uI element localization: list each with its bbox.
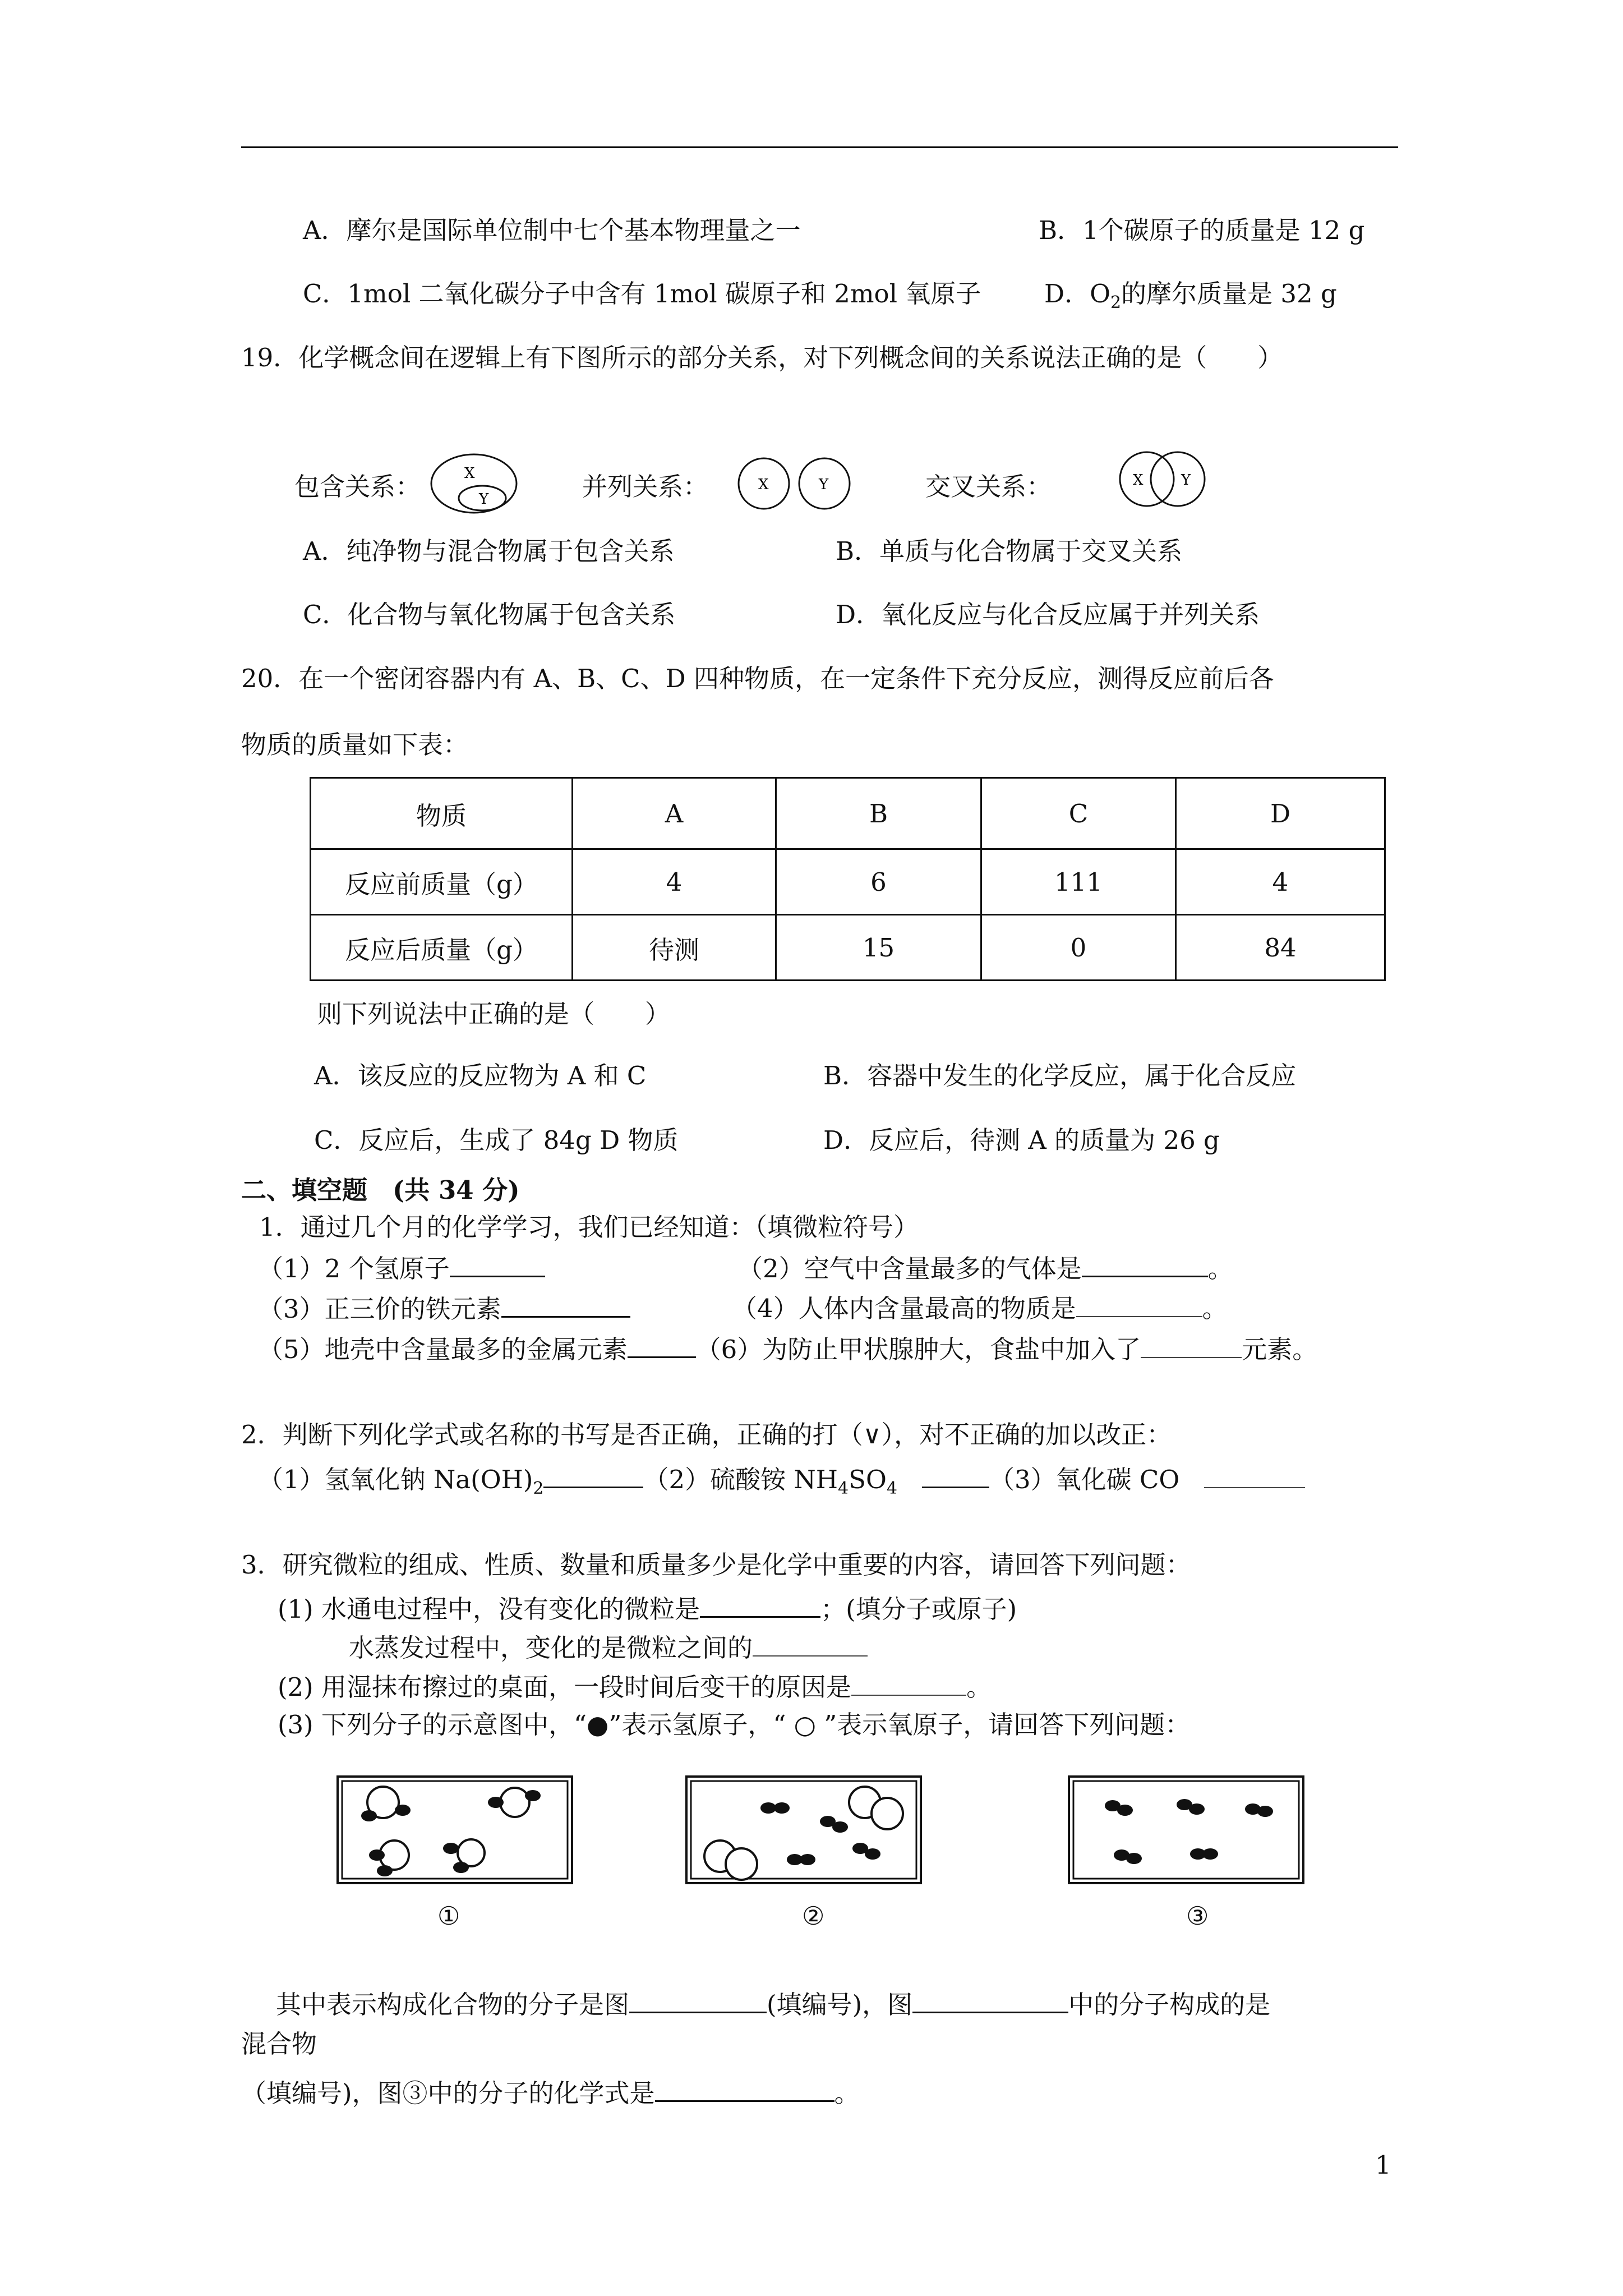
q19-option-d: D．氧化反应与化合反应属于并列关系 xyxy=(836,600,1260,629)
s2-q1-item2: （2）空气中含量最多的气体是 。 xyxy=(737,1251,1233,1285)
table-row xyxy=(311,849,1385,915)
q18-option-a: A．摩尔是国际单位制中七个基本物理量之一 xyxy=(303,215,801,245)
table-cell: 反应前质量（g） xyxy=(311,849,573,915)
table-cell: 84 xyxy=(1176,915,1385,981)
contain-relation-diagram xyxy=(426,449,527,522)
q20-option-a: A．该反应的反应物为 A 和 C xyxy=(314,1061,647,1091)
hydrogen-molecule xyxy=(852,1843,880,1860)
water-molecule xyxy=(443,1839,485,1873)
s2-q1-item1: （1）2 个氢原子 xyxy=(258,1251,545,1285)
table-cell: 6 xyxy=(776,849,981,915)
label-x: X xyxy=(758,476,769,493)
s2-q2-items: （1）氢氧化钠 $Na(OH)_2$ （2）硫酸铵 $NH_4SO_4$ （3）氧化碳 CO xyxy=(258,1462,1305,1499)
hydrogen-molecule xyxy=(1114,1849,1142,1864)
answer-blank[interactable] xyxy=(700,1591,820,1618)
q20-stem-line2: 物质的质量如下表： xyxy=(241,730,469,760)
q20-option-c: C．反应后，生成了 84g D 物质 xyxy=(314,1125,679,1155)
table-cell: 待测 xyxy=(573,915,776,981)
answer-blank[interactable] xyxy=(851,1670,966,1696)
answer-blank[interactable] xyxy=(1141,1332,1242,1358)
s2-q1-item3: （3）正三价的铁元素 xyxy=(258,1291,630,1325)
s2-q1-item4: （4）人体内含量最高的物质是 。 xyxy=(732,1291,1228,1324)
answer-blank[interactable] xyxy=(450,1251,545,1277)
circle-x xyxy=(1120,452,1174,506)
figure-label-2: ② xyxy=(802,1901,825,1931)
answer-blank[interactable] xyxy=(629,1987,767,2013)
table-header-cell: A xyxy=(573,778,776,849)
q20-option-b: B．容器中发生的化学反应，属于化合反应 xyxy=(823,1061,1297,1091)
answer-blank[interactable] xyxy=(753,1631,868,1657)
s2-q3-answer-line3: （填编号)，图③中的分子的化学式是 。 xyxy=(241,2076,860,2109)
s2-q3-answer-line1: 其中表示构成化合物的分子是图 (填编号)，图 中的分子构成的是 xyxy=(276,1987,1270,2021)
answer-blank[interactable] xyxy=(543,1462,643,1488)
header-rule xyxy=(241,146,1398,148)
contain-relation-label: 包含关系： xyxy=(294,472,421,501)
table-cell: 111 xyxy=(981,849,1176,915)
answer-blank[interactable] xyxy=(501,1291,630,1318)
answer-blank[interactable] xyxy=(1204,1462,1305,1488)
label-y: Y xyxy=(1181,472,1191,489)
s2-q3-part2: (2) 用湿抹布擦过的桌面，一段时间后变干的原因是 。 xyxy=(278,1670,992,1703)
molecule-box-3 xyxy=(1069,1777,1303,1883)
water-molecule xyxy=(361,1787,411,1821)
s2-q3-part1b: 水蒸发过程中，变化的是微粒之间的 xyxy=(349,1631,868,1664)
table-row xyxy=(311,915,1385,981)
q19-option-c: C．化合物与氧化物属于包含关系 xyxy=(303,600,676,629)
s2-q3-stem: 3．研究微粒的组成、性质、数量和质量多少是化学中重要的内容，请回答下列问题： xyxy=(241,1550,1191,1580)
table-cell: 反应后质量（g） xyxy=(311,915,573,981)
s2-q3-part1a: (1) 水通电过程中，没有变化的微粒是 ；(填分子或原子) xyxy=(278,1591,1017,1625)
molecule-box-2 xyxy=(686,1777,921,1883)
s2-q3-answer-line2: 混合物 xyxy=(241,2029,317,2059)
q20-option-d: D．反应后，待测 A 的质量为 26 g xyxy=(823,1125,1220,1155)
molecule-diagrams xyxy=(336,1775,1424,1904)
section-heading: 二、填空题 (共 34 分) xyxy=(241,1175,520,1205)
hydrogen-molecule xyxy=(1190,1848,1218,1860)
table-header-cell: C xyxy=(981,778,1176,849)
q19-option-b: B．单质与化合物属于交叉关系 xyxy=(836,536,1183,566)
q18-option-c: C．1mol 二氧化碳分子中含有 1mol 碳原子和 2mol 氧原子 xyxy=(303,279,981,309)
answer-blank[interactable] xyxy=(912,1987,1068,2013)
label-x: X xyxy=(464,465,475,482)
q20-stem-line1: 20．在一个密闭容器内有 A、B、C、D 四种物质，在一定条件下充分反应，测得反应前后各 xyxy=(241,664,1274,693)
label-x: X xyxy=(1133,472,1144,489)
hydrogen-molecule xyxy=(1177,1799,1205,1815)
q19-option-a: A．纯净物与混合物属于包含关系 xyxy=(303,536,675,566)
table-header-cell: 物质 xyxy=(311,778,573,849)
answer-blank[interactable] xyxy=(1082,1251,1208,1277)
table-cell: 4 xyxy=(1176,849,1385,915)
figure-label-3: ③ xyxy=(1186,1901,1209,1931)
s2-q1-item5: （5）地壳中含量最多的金属元素 （6）为防止甲状腺肿大，食盐中加入了 元素。 xyxy=(258,1332,1317,1365)
molecule-box-1 xyxy=(338,1777,572,1883)
answer-blank[interactable] xyxy=(655,2076,834,2102)
label-y: Y xyxy=(479,491,489,508)
table-header-cell: B xyxy=(776,778,981,849)
hydrogen-molecule xyxy=(1105,1800,1133,1816)
table-cell: 0 xyxy=(981,915,1176,981)
answer-blank[interactable] xyxy=(1076,1291,1202,1317)
hydrogen-molecule xyxy=(760,1802,790,1814)
parallel-relation-label: 并列关系： xyxy=(582,472,709,501)
table-header-row xyxy=(311,778,1385,849)
circle-y xyxy=(1151,452,1205,506)
answer-blank[interactable] xyxy=(922,1462,989,1488)
s2-q2-stem: 2．判断下列化学式或名称的书写是否正确，正确的打（∨），对不正确的加以改正： xyxy=(241,1420,1172,1450)
water-molecule xyxy=(488,1788,541,1817)
cross-relation-diagram xyxy=(1116,449,1223,510)
oxygen-molecule xyxy=(704,1841,757,1880)
parallel-relation-diagram xyxy=(735,455,858,512)
label-y: Y xyxy=(819,476,829,493)
table-cell: 15 xyxy=(776,915,981,981)
table-header-cell: D xyxy=(1176,778,1385,849)
hydrogen-molecule xyxy=(787,1854,815,1865)
water-molecule xyxy=(369,1841,409,1876)
mass-table xyxy=(310,777,1386,981)
hydrogen-molecule xyxy=(820,1816,848,1833)
cross-relation-label: 交叉关系： xyxy=(925,472,1052,501)
answer-blank[interactable] xyxy=(628,1332,696,1358)
s2-q1-stem: 1．通过几个月的化学学习，我们已经知道：（填微粒符号） xyxy=(259,1212,919,1242)
oxygen-molecule xyxy=(849,1787,903,1829)
s2-q3-part3: (3) 下列分子的示意图中，“●”表示氢原子，“ ○ ”表示氧原子，请回答下列问题： xyxy=(278,1710,1191,1740)
table-cell: 4 xyxy=(573,849,776,915)
page-number: 1 xyxy=(1375,2150,1391,2180)
hydrogen-molecule xyxy=(1245,1803,1273,1817)
q20-prompt: 则下列说法中正确的是（ ） xyxy=(317,999,671,1029)
figure-label-1: ① xyxy=(437,1901,460,1931)
q19-stem: 19．化学概念间在逻辑上有下图所示的部分关系，对下列概念间的关系说法正确的是（ ） xyxy=(241,343,1283,372)
q18-option-d: D．$O_2$的摩尔质量是 32 g xyxy=(1044,279,1337,312)
q18-option-b: B．1个碳原子的质量是 12 g xyxy=(1039,215,1365,245)
